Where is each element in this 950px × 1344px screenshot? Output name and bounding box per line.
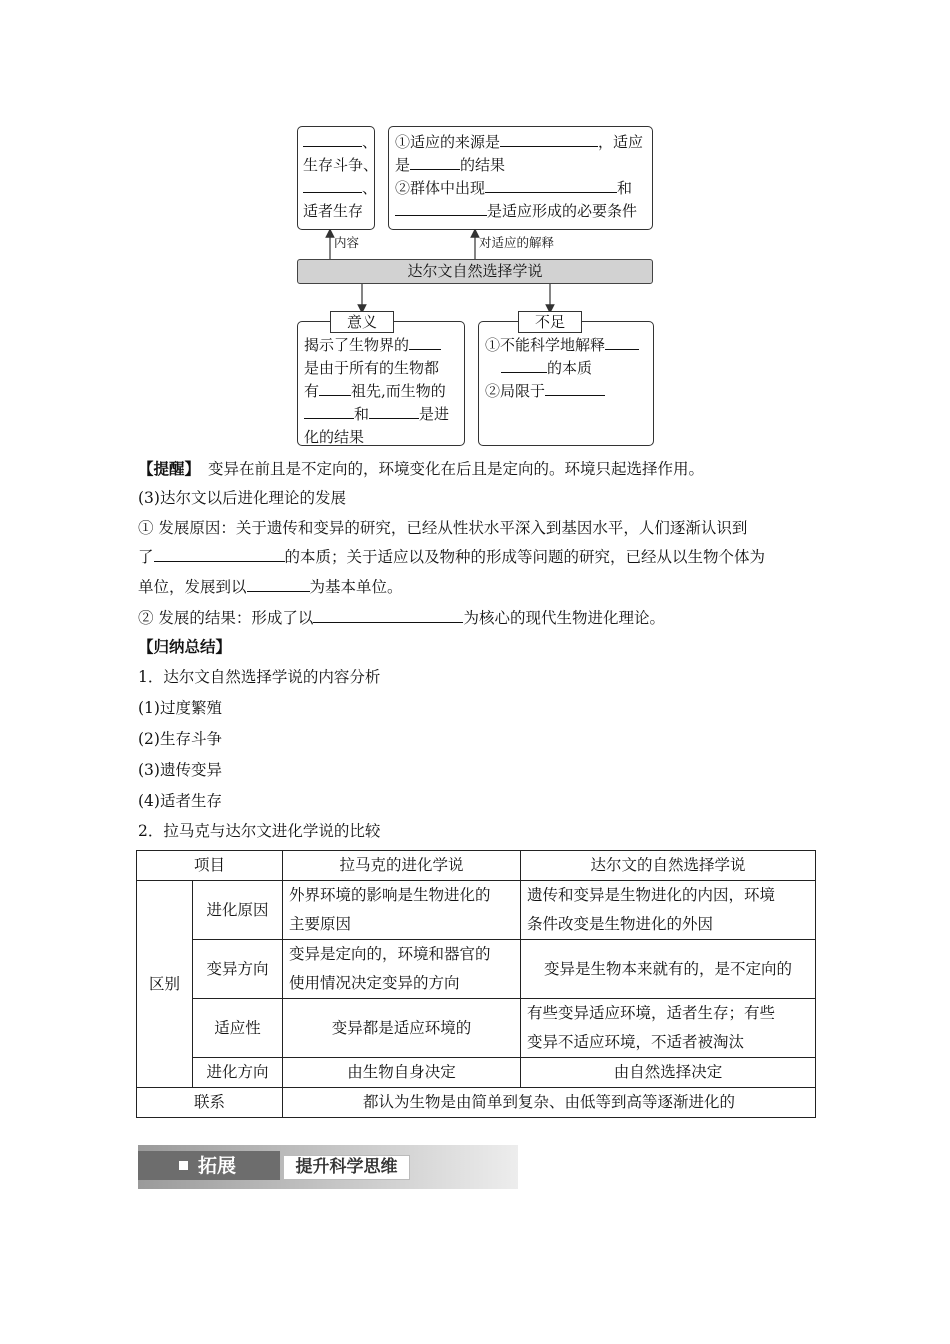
comparison-table xyxy=(136,850,816,1118)
text: 揭示了生物界的 xyxy=(304,336,410,354)
summary-item: (1)过度繁殖 xyxy=(138,699,222,717)
text: 是进 xyxy=(419,405,450,423)
row-item: 适应性 xyxy=(193,999,283,1058)
row-item: 变异方向 xyxy=(193,940,283,999)
text: 使用情况决定变异的方向 xyxy=(289,974,460,992)
blank xyxy=(605,334,639,350)
summary-point-1: 1．达尔文自然选择学说的内容分析 xyxy=(138,668,381,686)
text: ②局限于 xyxy=(485,382,546,400)
blank xyxy=(410,154,460,170)
content-line: 生存斗争、 xyxy=(303,156,379,174)
table-row xyxy=(137,999,816,1058)
summary-point-2: 2．拉马克与达尔文进化学说的比较 xyxy=(138,822,381,840)
blank xyxy=(319,380,351,396)
table-row xyxy=(137,1088,816,1118)
center-title: 达尔文自然选择学说 xyxy=(297,259,653,284)
shortcoming-box xyxy=(478,321,654,446)
header-lamarck: 拉马克的进化学说 xyxy=(283,851,521,881)
text: 的结果 xyxy=(460,156,506,174)
text: 的本质；关于适应以及物种的形成等问题的研究，已经从以生物个体为 xyxy=(284,548,766,566)
significance-box xyxy=(297,321,465,446)
blank xyxy=(313,607,463,623)
header-item: 项目 xyxy=(137,851,283,881)
banner-subtitle: 提升科学思维 xyxy=(283,1155,410,1180)
text: 是 xyxy=(395,156,411,174)
diagram-arrows xyxy=(0,0,950,460)
text: ①适应的来源是 xyxy=(395,133,501,151)
table-row xyxy=(137,1058,816,1088)
blank xyxy=(369,403,419,419)
blank xyxy=(545,380,605,396)
text: 单位，发展到以 xyxy=(138,578,247,596)
summary-item: (2)生存斗争 xyxy=(138,730,222,748)
text: 有些变异适应环境，适者生存；有些 xyxy=(527,1004,776,1022)
darwin-cell xyxy=(521,881,816,940)
text: 变异不适应环境，不适者被淘汰 xyxy=(527,1033,745,1051)
relation-text: 都认为生物是由简单到复杂、由低等到高等逐渐进化的 xyxy=(283,1088,816,1118)
summary-label: 【归纳总结】 xyxy=(138,638,232,656)
blank xyxy=(409,334,441,350)
text: 的本质 xyxy=(547,359,593,377)
row-item: 进化原因 xyxy=(193,881,283,940)
text: 有 xyxy=(304,382,320,400)
arrow-label-content: 内容 xyxy=(334,235,360,250)
text: ①不能科学地解释 xyxy=(485,336,606,354)
blank xyxy=(303,177,362,193)
square-bullet-icon xyxy=(179,1161,188,1170)
blank xyxy=(485,177,617,193)
text: 遗传和变异是生物进化的内因，环境 xyxy=(527,886,776,904)
text: 了 xyxy=(138,548,154,566)
group-label: 区别 xyxy=(137,881,193,1088)
text: ②群体中出现 xyxy=(395,179,486,197)
text: 和 xyxy=(354,405,370,423)
text: 祖先,而生物的 xyxy=(351,382,446,400)
darwin-cell: 由自然选择决定 xyxy=(521,1058,816,1088)
lamarck-cell xyxy=(283,940,521,999)
explanation-box xyxy=(388,126,653,230)
section-banner xyxy=(138,1145,518,1189)
reminder xyxy=(138,458,704,480)
significance-line: 是由于所有的生物都 xyxy=(304,359,440,377)
lamarck-cell: 变异都是适应环境的 xyxy=(283,999,521,1058)
paragraph-line xyxy=(138,546,765,568)
text: 条件改变是生物进化的外因 xyxy=(527,915,714,933)
blank xyxy=(500,131,598,147)
table-row xyxy=(137,881,816,940)
blank xyxy=(154,546,285,562)
darwin-cell xyxy=(521,999,816,1058)
text: 主要原因 xyxy=(289,915,352,933)
blank xyxy=(303,131,362,147)
paragraph-line: ① 发展原因：关于遗传和变异的研究，已经从性状水平深入到基因水平，人们逐渐认识到 xyxy=(138,519,748,537)
darwin-cell: 变异是生物本来就有的，是不定向的 xyxy=(521,940,816,999)
text: 外界环境的影响是生物进化的 xyxy=(289,886,491,904)
text: ，适应 xyxy=(598,133,644,151)
blank xyxy=(304,403,354,419)
content-box xyxy=(297,126,379,230)
paragraph-line xyxy=(138,576,403,598)
blank xyxy=(247,576,310,592)
table-row xyxy=(137,940,816,999)
header-darwin: 达尔文的自然选择学说 xyxy=(521,851,816,881)
text: 、 xyxy=(362,179,378,197)
paragraph-line xyxy=(138,607,665,629)
lamarck-cell xyxy=(283,881,521,940)
relation-label: 联系 xyxy=(137,1088,283,1118)
significance-line: 化的结果 xyxy=(304,428,365,446)
text: 变异是定向的，环境和器官的 xyxy=(289,945,491,963)
section-heading: (3)达尔文以后进化理论的发展 xyxy=(138,489,346,507)
lamarck-cell: 由生物自身决定 xyxy=(283,1058,521,1088)
content-line: 适者生存 xyxy=(303,202,364,220)
summary-item: (3)遗传变异 xyxy=(138,761,222,779)
row-item: 进化方向 xyxy=(193,1058,283,1088)
text: 是适应形成的必要条件 xyxy=(487,202,638,220)
banner-title: 拓展 xyxy=(198,1155,237,1177)
summary-item: (4)适者生存 xyxy=(138,792,222,810)
blank xyxy=(395,200,487,216)
arrow-label-explanation: 对适应的解释 xyxy=(479,235,555,250)
significance-tag: 意义 xyxy=(330,311,394,333)
text: 为核心的现代生物进化理论。 xyxy=(463,609,665,627)
blank xyxy=(501,357,547,373)
reminder-text: 变异在前且是不定向的，环境变化在后且是定向的。环境只起选择作用。 xyxy=(208,460,705,478)
text: ② 发展的结果：形成了以 xyxy=(138,609,314,627)
text: 和 xyxy=(617,179,633,197)
reminder-label: 【提醒】 xyxy=(138,460,201,478)
shortcoming-tag: 不足 xyxy=(518,311,582,333)
table-header-row xyxy=(137,851,816,881)
text: 为基本单位。 xyxy=(309,578,403,596)
text: 、 xyxy=(362,133,378,151)
